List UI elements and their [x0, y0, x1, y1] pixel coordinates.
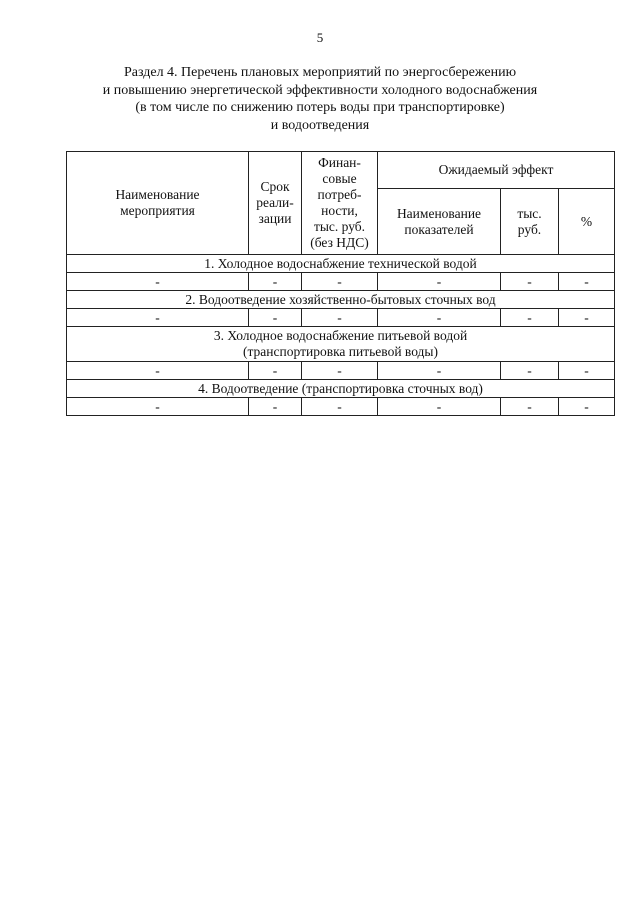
- heading-line: (в том числе по снижению потерь воды при транспортировке): [135, 100, 505, 115]
- heading-line: и повышению энергетической эффективности холодного водоснабжения: [102, 82, 538, 98]
- section-title: 3. Холодное водоснабжение питьевой водой (транспортировка питьевой воды): [67, 327, 615, 362]
- header-expected-effect: Ожидаемый эффект: [378, 152, 615, 189]
- header-finance: Финан- совые потреб- ности, тыс. руб. (без НДС): [302, 152, 378, 255]
- heading-line: и водоотведения: [270, 117, 370, 133]
- cell-thousand-rub: -: [501, 398, 559, 416]
- cell-indicator: -: [378, 273, 501, 291]
- measures-table: [66, 151, 615, 416]
- header-term: Срок реали- зации: [249, 152, 302, 255]
- header-measure-name: Наименование мероприятия: [67, 152, 249, 255]
- cell-term: -: [249, 273, 302, 291]
- cell-indicator: -: [378, 398, 501, 416]
- cell-term: -: [249, 398, 302, 416]
- cell-measure-name: -: [67, 398, 249, 416]
- cell-finance: -: [302, 309, 378, 327]
- heading-line: Раздел 4. Перечень плановых мероприятий по энергосбережению: [123, 65, 517, 80]
- cell-term: -: [249, 362, 302, 380]
- page-number: 5: [316, 30, 324, 45]
- cell-finance: -: [302, 273, 378, 291]
- section-title: 2. Водоотведение хозяйственно-бытовых сточных вод: [67, 291, 615, 309]
- cell-percent: -: [559, 398, 615, 416]
- cell-measure-name: -: [67, 362, 249, 380]
- cell-percent: -: [559, 362, 615, 380]
- section-heading: [40, 64, 600, 134]
- header-thousand-rub: тыс. руб.: [501, 189, 559, 255]
- header-indicator-name: Наименование показателей: [378, 189, 501, 255]
- cell-thousand-rub: -: [501, 362, 559, 380]
- table-row: [67, 273, 615, 291]
- cell-finance: -: [302, 398, 378, 416]
- cell-indicator: -: [378, 309, 501, 327]
- table-row: [67, 309, 615, 327]
- cell-percent: -: [559, 273, 615, 291]
- cell-measure-name: -: [67, 309, 249, 327]
- cell-indicator: -: [378, 362, 501, 380]
- section-title: 4. Водоотведение (транспортировка сточных вод): [67, 380, 615, 398]
- table-row: [67, 398, 615, 416]
- header-percent: %: [559, 189, 615, 255]
- cell-finance: -: [302, 362, 378, 380]
- table-row: [67, 362, 615, 380]
- section-title: 1. Холодное водоснабжение технической водой: [67, 255, 615, 273]
- cell-term: -: [249, 309, 302, 327]
- cell-thousand-rub: -: [501, 309, 559, 327]
- cell-percent: -: [559, 309, 615, 327]
- cell-thousand-rub: -: [501, 273, 559, 291]
- cell-measure-name: -: [67, 273, 249, 291]
